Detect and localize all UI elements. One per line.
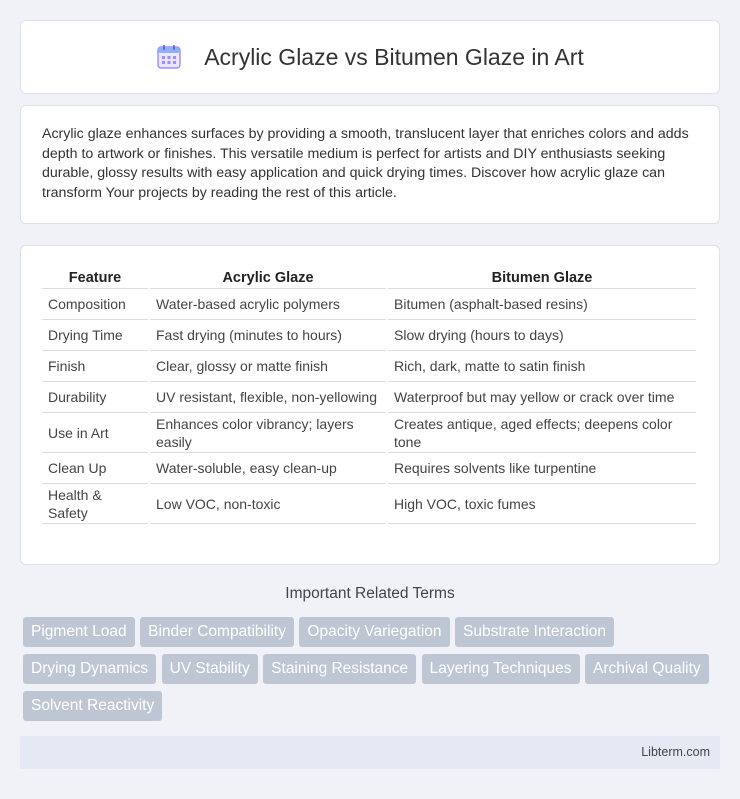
table-row xyxy=(42,413,696,453)
related-term-tag[interactable]: Substrate Interaction xyxy=(455,617,614,647)
table-cell: Creates antique, aged effects; deepens color tone xyxy=(388,413,696,453)
table-cell: Slow drying (hours to days) xyxy=(388,320,696,351)
footer xyxy=(20,736,720,769)
related-terms-list xyxy=(23,617,713,728)
table-cell: Requires solvents like turpentine xyxy=(388,453,696,484)
table-cell: Finish xyxy=(42,351,148,382)
comparison-table xyxy=(40,267,698,524)
table-cell: Clear, glossy or matte finish xyxy=(150,351,386,382)
related-term-tag[interactable]: UV Stability xyxy=(162,654,258,684)
table-cell: Low VOC, non-toxic xyxy=(150,484,386,524)
related-term-tag[interactable]: Archival Quality xyxy=(585,654,709,684)
table-row xyxy=(42,484,696,524)
table-header-bitumen: Bitumen Glaze xyxy=(388,267,696,289)
table-cell: Composition xyxy=(42,289,148,320)
table-row xyxy=(42,382,696,413)
page-title: Acrylic Glaze vs Bitumen Glaze in Art xyxy=(204,43,584,70)
table-cell: UV resistant, flexible, non-yellowing xyxy=(150,382,386,413)
related-term-tag[interactable]: Pigment Load xyxy=(23,617,135,647)
intro-card xyxy=(20,105,720,224)
comparison-table-card xyxy=(20,245,720,565)
related-terms-heading: Important Related Terms xyxy=(285,585,455,602)
table-header-acrylic: Acrylic Glaze xyxy=(150,267,386,289)
intro-text: Acrylic glaze enhances surfaces by providing a smooth, translucent layer that enriches colors and adds depth to artwork or finishes. This versatile medium is perfect for artists and DIY enthusiasts seeking durable, glossy results with easy application and quick drying times. Discover how acrylic glaze can transform Your projects by reading the rest of this article. xyxy=(42,126,689,201)
table-cell: Water-based acrylic polymers xyxy=(150,289,386,320)
table-row xyxy=(42,289,696,320)
table-row xyxy=(42,453,696,484)
related-term-tag[interactable]: Binder Compatibility xyxy=(140,617,294,647)
related-term-tag[interactable]: Staining Resistance xyxy=(263,654,416,684)
table-header-feature: Feature xyxy=(42,267,148,289)
table-row xyxy=(42,351,696,382)
footer-site-link[interactable]: Libterm.com xyxy=(641,745,710,759)
table-cell: Use in Art xyxy=(42,413,148,453)
table-cell: Durability xyxy=(42,382,148,413)
table-row xyxy=(42,320,696,351)
table-cell: High VOC, toxic fumes xyxy=(388,484,696,524)
related-term-tag[interactable]: Solvent Reactivity xyxy=(23,691,162,721)
related-term-tag[interactable]: Drying Dynamics xyxy=(23,654,156,684)
related-term-tag[interactable]: Opacity Variegation xyxy=(299,617,449,647)
table-cell: Drying Time xyxy=(42,320,148,351)
table-cell: Water-soluble, easy clean-up xyxy=(150,453,386,484)
table-cell: Bitumen (asphalt-based resins) xyxy=(388,289,696,320)
table-cell: Waterproof but may yellow or crack over time xyxy=(388,382,696,413)
table-cell: Fast drying (minutes to hours) xyxy=(150,320,386,351)
table-cell: Clean Up xyxy=(42,453,148,484)
table-header-row xyxy=(42,267,696,289)
table-cell: Rich, dark, matte to satin finish xyxy=(388,351,696,382)
calendar-icon xyxy=(156,44,182,70)
table-cell: Enhances color vibrancy; layers easily xyxy=(150,413,386,453)
related-term-tag[interactable]: Layering Techniques xyxy=(422,654,580,684)
title-card xyxy=(20,20,720,94)
table-cell: Health & Safety xyxy=(42,484,148,524)
